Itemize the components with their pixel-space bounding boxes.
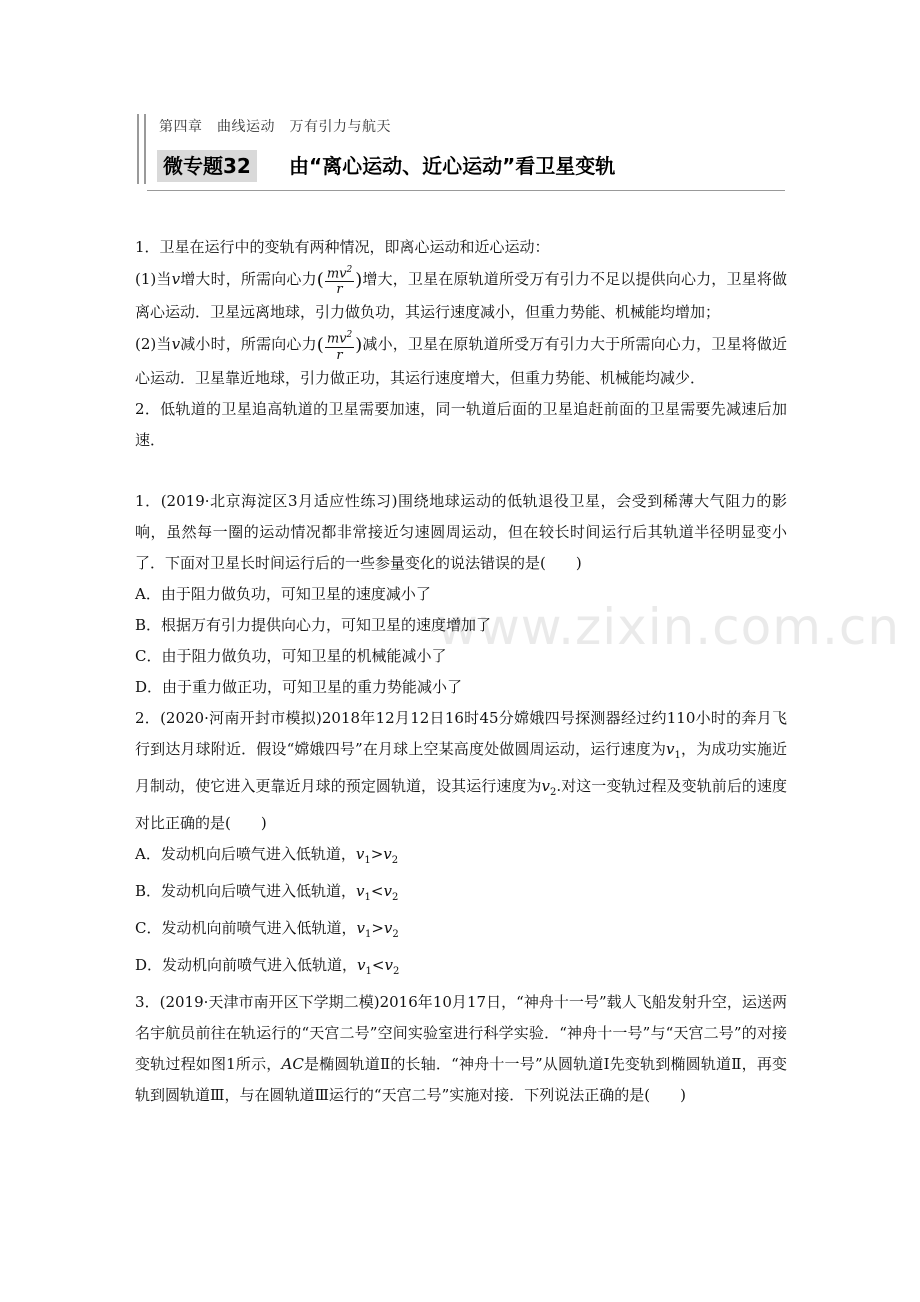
question-stem: 2．(2020·河南开封市模拟)2018年12月12日16时45分嫦娥四号探测器经过约110小时的奔月飞行到达月球附近．假设“嫦娥四号”在月球上空某高度处做圆周运动，运行速度为$v_1$，为成功实施近月制动，使它进入更靠近月球的预定圆轨道，设其运行速度为$v_2$.对这一变轨过程及变轨前后的速度对比正确的是( )	[135, 708, 787, 832]
intro-paragraph: (2)当v减小时，所需向心力( $\frac{mv^2}{r}$ )减小，卫星在原轨道所受万有引力大于所需向心力，卫星将做近心运动．卫星靠近地球，引力做正功，其运行速度增大，但重力势能、机械能均减少．	[135, 330, 787, 387]
chapter-label: 第四章 曲线运动 万有引力与航天	[159, 119, 391, 135]
header-bar	[144, 114, 146, 184]
answer-option: C．发动机向前喷气进入低轨道，$v_1>v_2$	[135, 918, 399, 940]
answer-option: C．由于阻力做负功，可知卫星的机械能减小了	[135, 646, 447, 665]
answer-option: D．由于重力做正功，可知卫星的重力势能减小了	[135, 677, 463, 696]
question-stem: 3．(2019·天津市南开区下学期二模)2016年10月17日，“神舟十一号”载人飞船发射升空，运送两名宇航员前往在轨运行的“天宫二号”空间实验室进行科学实验．“神舟十一号”与“天宫二号”的对接变轨过程如图1所示，AC是椭圆轨道Ⅱ的长轴．“神舟十一号”从圆轨道Ⅰ先变轨到椭圆轨道Ⅱ，再变轨到圆轨道Ⅲ，与在圆轨道Ⅲ运行的“天宫二号”实施对接．下列说法正确的是( )	[135, 992, 788, 1104]
intro-paragraph: 2．低轨道的卫星追高轨道的卫星需要加速，同一轨道后面的卫星追赶前面的卫星需要先减速后加速．	[135, 399, 787, 449]
question-stem: 1．(2019·北京海淀区3月适应性练习)围绕地球运动的低轨退役卫星，会受到稀薄大气阻力的影响，虽然每一圈的运动情况都非常接近匀速圆周运动，但在较长时间运行后其轨道半径明显变小了．下面对卫星长时间运行后的一些参量变化的说法错误的是( )	[135, 491, 787, 572]
formula-fraction: $\frac{mv^2}{r}$	[326, 330, 353, 363]
intro-paragraph: (1)当v增大时，所需向心力( $\frac{mv^2}{r}$ )增大，卫星在原轨道所受万有引力不足以提供向心力，卫星将做离心运动．卫星远离地球，引力做负功，其运行速度减小，但重力势能、机械能均增加；	[135, 265, 787, 322]
header-bar	[137, 114, 139, 184]
watermark: www.zixin.com.cn	[437, 598, 901, 656]
page-header	[137, 112, 785, 194]
topic-badge: 微专题32	[157, 150, 257, 182]
answer-option: A．发动机向后喷气进入低轨道，$v_1>v_2$	[135, 844, 399, 866]
page-title: 由“离心运动、近心运动”看卫星变轨	[289, 154, 616, 178]
intro-paragraph: 1．卫星在运行中的变轨有两种情况，即离心运动和近心运动：	[135, 238, 550, 256]
formula-fraction: $\frac{mv^2}{r}$	[326, 265, 353, 298]
document-body	[135, 232, 787, 1111]
answer-option: B．根据万有引力提供向心力，可知卫星的速度增加了	[135, 615, 492, 634]
answer-option: B．发动机向后喷气进入低轨道，$v_1<v_2$	[135, 881, 399, 903]
answer-option: D．发动机向前喷气进入低轨道，$v_1<v_2$	[135, 955, 400, 977]
header-divider	[147, 190, 785, 191]
answer-option: A．由于阻力做负功，可知卫星的速度减小了	[135, 584, 431, 603]
